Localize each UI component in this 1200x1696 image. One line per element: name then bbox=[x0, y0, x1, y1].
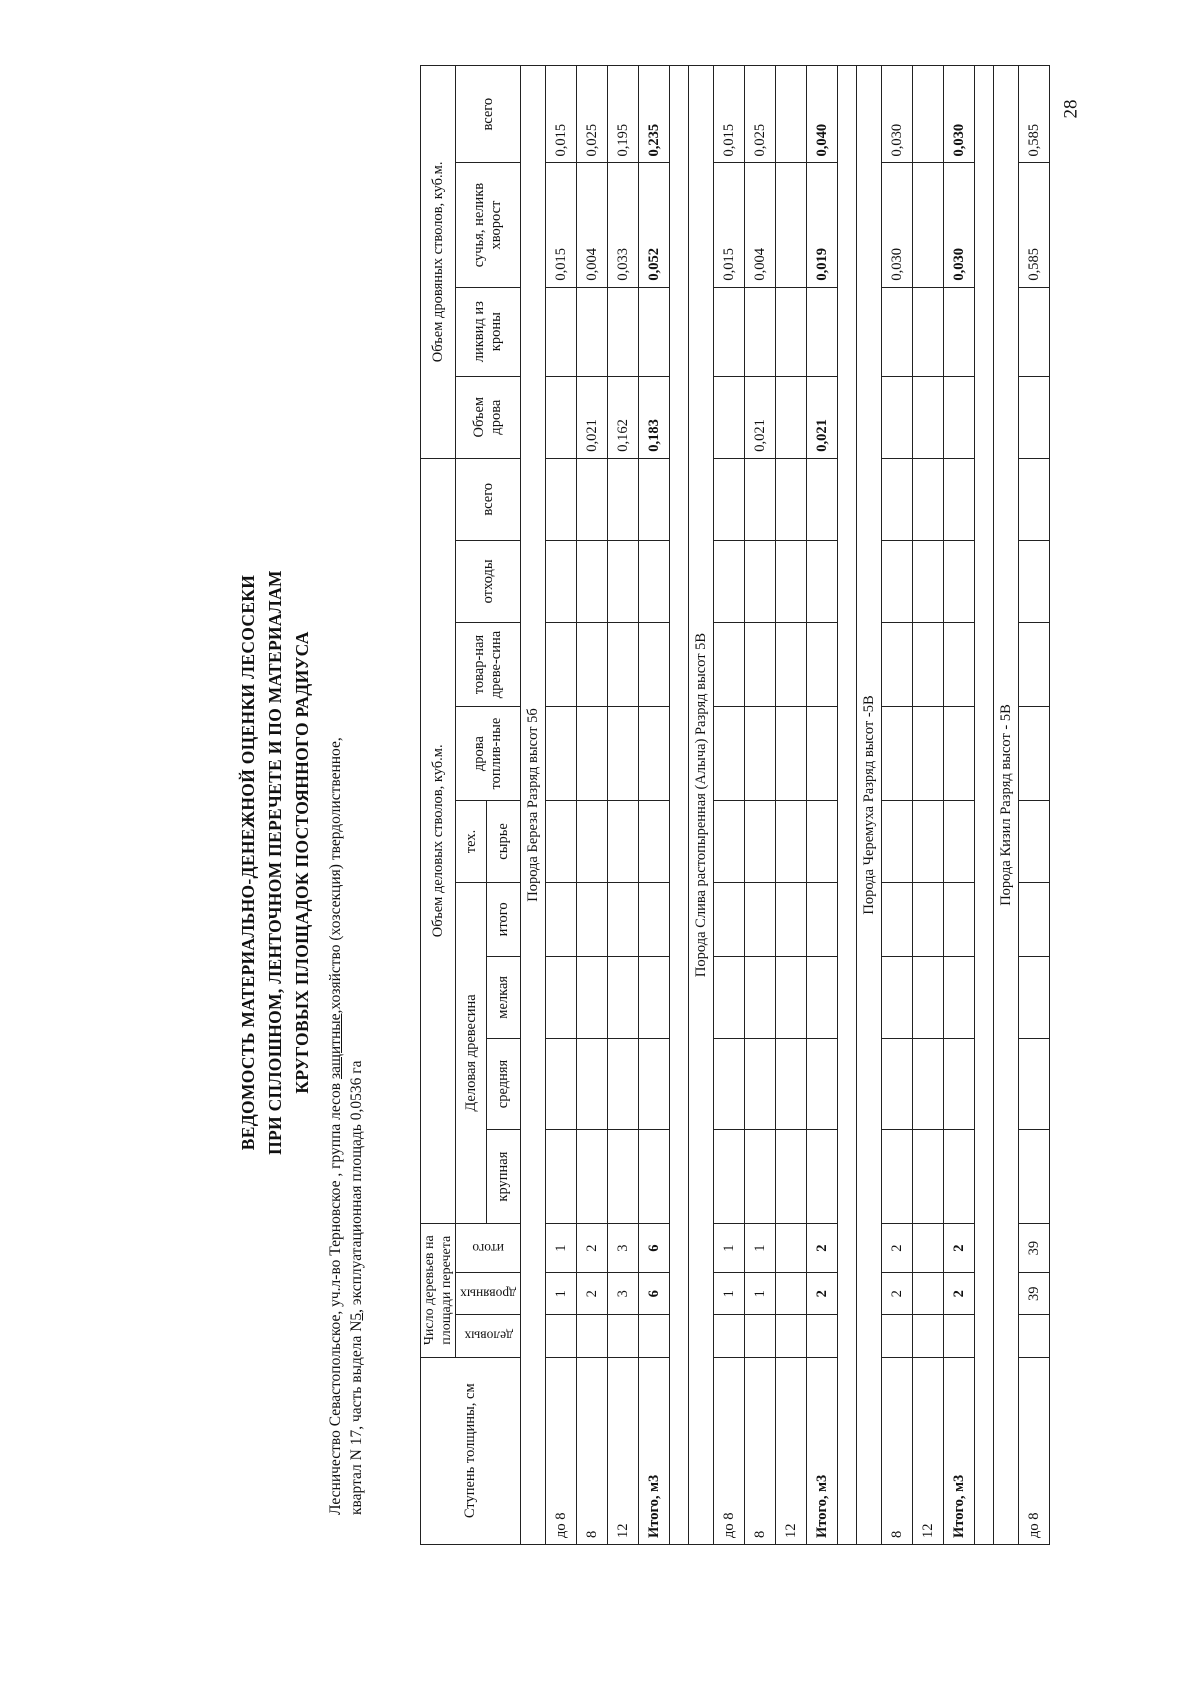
total-row bbox=[807, 66, 838, 1545]
cell-count-total: 3 bbox=[608, 1223, 639, 1272]
cell-branches: 0,052 bbox=[639, 163, 670, 287]
cell-fuel-total: 0,235 bbox=[639, 66, 670, 163]
table-body bbox=[521, 66, 1050, 1545]
cell-empty bbox=[944, 622, 975, 706]
cell-empty bbox=[944, 1130, 975, 1224]
valuation-table bbox=[420, 65, 1050, 1545]
cell-commercial-count bbox=[913, 1315, 944, 1357]
cell-commercial-count bbox=[608, 1315, 639, 1357]
cell-commercial-count bbox=[714, 1315, 745, 1357]
cell-step: до 8 bbox=[546, 1357, 577, 1544]
cell-empty bbox=[608, 956, 639, 1038]
cell-count-total: 1 bbox=[714, 1223, 745, 1272]
cell-empty bbox=[882, 540, 913, 622]
cell-empty bbox=[577, 956, 608, 1038]
cell-empty bbox=[714, 707, 745, 801]
cell-count-total: 39 bbox=[1019, 1223, 1050, 1272]
cell-empty bbox=[608, 1038, 639, 1129]
cell-commercial-count bbox=[807, 1315, 838, 1357]
cell-count-total bbox=[913, 1223, 944, 1272]
cell-fuel-count: 1 bbox=[745, 1273, 776, 1315]
cell-empty bbox=[913, 1038, 944, 1129]
cell-branches bbox=[776, 163, 807, 287]
cell-empty bbox=[608, 882, 639, 956]
cell-count-total: 2 bbox=[807, 1223, 838, 1272]
cell-empty bbox=[913, 800, 944, 882]
cell-empty bbox=[807, 800, 838, 882]
cell-fuel-count: 2 bbox=[944, 1273, 975, 1315]
cell-empty bbox=[1019, 1130, 1050, 1224]
cell-branches: 0,004 bbox=[577, 163, 608, 287]
cell-branches: 0,585 bbox=[1019, 163, 1050, 287]
cell-count-total: 2 bbox=[577, 1223, 608, 1272]
cell-empty bbox=[807, 956, 838, 1038]
cell-commercial-count bbox=[1019, 1315, 1050, 1357]
header-raw: сырье bbox=[487, 800, 521, 882]
header-large: крупная bbox=[487, 1130, 521, 1224]
cell-fuel-total: 0,015 bbox=[546, 66, 577, 163]
cell-empty bbox=[1019, 540, 1050, 622]
cell-fuel-wood-volume bbox=[882, 376, 913, 458]
cell-fuel-total bbox=[776, 66, 807, 163]
cell-step: Итого, м3 bbox=[639, 1357, 670, 1544]
cell-empty bbox=[577, 882, 608, 956]
cell-empty bbox=[608, 622, 639, 706]
header-tech: тех. bbox=[456, 800, 487, 882]
cell-fuel-count: 1 bbox=[546, 1273, 577, 1315]
cell-empty bbox=[577, 540, 608, 622]
cell-empty bbox=[639, 1130, 670, 1224]
cell-empty bbox=[745, 458, 776, 540]
header-commercial-count: деловых bbox=[456, 1315, 521, 1357]
header-count-total: итого bbox=[456, 1223, 521, 1272]
cell-empty bbox=[913, 1130, 944, 1224]
cell-crown-liquid bbox=[882, 287, 913, 376]
document-title bbox=[235, 120, 316, 1605]
cell-empty bbox=[776, 956, 807, 1038]
cell-empty bbox=[639, 800, 670, 882]
cell-fuel-wood-volume: 0,021 bbox=[577, 376, 608, 458]
cell-empty bbox=[807, 540, 838, 622]
cell-crown-liquid bbox=[1019, 287, 1050, 376]
cell-fuel-count: 39 bbox=[1019, 1273, 1050, 1315]
header-crown-liquid: ликвид из кроны bbox=[456, 287, 521, 376]
info-line-1 bbox=[325, 737, 346, 1605]
spacer-cell bbox=[975, 66, 994, 1545]
cell-count-total: 2 bbox=[944, 1223, 975, 1272]
cell-empty bbox=[546, 956, 577, 1038]
cell-empty bbox=[546, 800, 577, 882]
cell-empty bbox=[944, 882, 975, 956]
table-row bbox=[776, 66, 807, 1545]
cell-empty bbox=[577, 800, 608, 882]
cell-empty bbox=[807, 1130, 838, 1224]
cell-branches: 0,030 bbox=[944, 163, 975, 287]
species-section-row bbox=[857, 66, 882, 1545]
cell-empty bbox=[1019, 956, 1050, 1038]
info-forestry: Лесничество Севастопольское, уч.л-во Терновское , группа лесов bbox=[327, 1079, 344, 1515]
cell-fuel-total: 0,195 bbox=[608, 66, 639, 163]
cell-count-total: 2 bbox=[882, 1223, 913, 1272]
cell-crown-liquid bbox=[577, 287, 608, 376]
cell-branches: 0,030 bbox=[882, 163, 913, 287]
header-marketable: товар-ная древе-сина bbox=[456, 622, 521, 706]
table-row bbox=[1019, 66, 1050, 1545]
header-fuel-count: дровяных bbox=[456, 1273, 521, 1315]
cell-fuel-total: 0,030 bbox=[944, 66, 975, 163]
cell-empty bbox=[745, 800, 776, 882]
cell-empty bbox=[745, 1038, 776, 1129]
cell-crown-liquid bbox=[608, 287, 639, 376]
header-fuel-volume: Объем дровяных стволов, куб.м. bbox=[421, 66, 456, 459]
cell-empty bbox=[714, 956, 745, 1038]
cell-step: до 8 bbox=[714, 1357, 745, 1544]
document-header bbox=[235, 120, 420, 1605]
header-commercial-wood: Деловая древесина bbox=[456, 882, 487, 1223]
cell-step: 8 bbox=[745, 1357, 776, 1544]
title-line-1: ВЕДОМОСТЬ МАТЕРИАЛЬНО-ДЕНЕЖНОЙ ОЦЕНКИ ЛЕСОСЕКИ bbox=[238, 574, 258, 1151]
cell-empty bbox=[944, 1038, 975, 1129]
cell-empty bbox=[639, 458, 670, 540]
species-label: Порода Черемуха Разряд высот -5В bbox=[857, 66, 882, 1545]
cell-empty bbox=[714, 458, 745, 540]
cell-fuel-total: 0,040 bbox=[807, 66, 838, 163]
cell-empty bbox=[882, 956, 913, 1038]
cell-empty bbox=[1019, 458, 1050, 540]
header-fuel-total: всего bbox=[456, 66, 521, 163]
cell-empty bbox=[608, 540, 639, 622]
cell-empty bbox=[745, 622, 776, 706]
cell-empty bbox=[913, 707, 944, 801]
cell-empty bbox=[608, 458, 639, 540]
cell-commercial-count bbox=[546, 1315, 577, 1357]
cell-fuel-wood-volume: 0,183 bbox=[639, 376, 670, 458]
page-number: 28 bbox=[1060, 99, 1082, 119]
cell-empty bbox=[882, 800, 913, 882]
cell-fuel-count: 3 bbox=[608, 1273, 639, 1315]
header-subtotal: итого bbox=[487, 882, 521, 956]
table-row bbox=[608, 66, 639, 1545]
species-label: Порода Кизил Разряд высот - 5В bbox=[994, 66, 1019, 1545]
cell-fuel-wood-volume bbox=[546, 376, 577, 458]
cell-fuel-total: 0,025 bbox=[745, 66, 776, 163]
cell-empty bbox=[807, 622, 838, 706]
cell-empty bbox=[639, 622, 670, 706]
total-row bbox=[639, 66, 670, 1545]
cell-empty bbox=[913, 540, 944, 622]
cell-empty bbox=[944, 956, 975, 1038]
header-branches: сучья, неликв хворост bbox=[456, 163, 521, 287]
cell-fuel-count: 2 bbox=[882, 1273, 913, 1315]
cell-fuel-count: 6 bbox=[639, 1273, 670, 1315]
cell-branches: 0,004 bbox=[745, 163, 776, 287]
cell-empty bbox=[913, 458, 944, 540]
info-plot-number: 5 bbox=[348, 1312, 365, 1321]
cell-fuel-wood-volume: 0,021 bbox=[745, 376, 776, 458]
cell-fuel-count: 2 bbox=[807, 1273, 838, 1315]
cell-empty bbox=[745, 1130, 776, 1224]
cell-empty bbox=[608, 800, 639, 882]
cell-empty bbox=[745, 882, 776, 956]
cell-empty bbox=[776, 540, 807, 622]
cell-branches: 0,015 bbox=[546, 163, 577, 287]
cell-fuel-wood-volume bbox=[776, 376, 807, 458]
cell-commercial-count bbox=[639, 1315, 670, 1357]
species-section-row bbox=[994, 66, 1019, 1545]
spacer-row bbox=[975, 66, 994, 1545]
cell-fuel-count bbox=[913, 1273, 944, 1315]
cell-empty bbox=[577, 622, 608, 706]
cell-fuel-total bbox=[913, 66, 944, 163]
rotated-document bbox=[235, 97, 1055, 1605]
cell-empty bbox=[882, 622, 913, 706]
cell-crown-liquid bbox=[913, 287, 944, 376]
table-row bbox=[913, 66, 944, 1545]
cell-empty bbox=[913, 882, 944, 956]
cell-count-total bbox=[776, 1223, 807, 1272]
cell-empty bbox=[913, 622, 944, 706]
info-forest-group: защитные bbox=[327, 1013, 344, 1080]
cell-empty bbox=[776, 882, 807, 956]
cell-crown-liquid bbox=[546, 287, 577, 376]
cell-empty bbox=[714, 540, 745, 622]
cell-fuel-wood-volume bbox=[1019, 376, 1050, 458]
cell-empty bbox=[714, 800, 745, 882]
cell-empty bbox=[745, 956, 776, 1038]
cell-fuel-total: 0,585 bbox=[1019, 66, 1050, 163]
cell-fuel-total: 0,030 bbox=[882, 66, 913, 163]
cell-empty bbox=[577, 1130, 608, 1224]
cell-empty bbox=[546, 882, 577, 956]
cell-step: 12 bbox=[608, 1357, 639, 1544]
total-row bbox=[944, 66, 975, 1545]
cell-empty bbox=[944, 707, 975, 801]
title-line-2: ПРИ СПЛОШНОМ, ЛЕНТОЧНОМ ПЕРЕЧЕТЕ И ПО МАТЕРИАЛАМ bbox=[265, 570, 285, 1155]
cell-empty bbox=[546, 1130, 577, 1224]
header-commercial-total: всего bbox=[456, 458, 521, 540]
cell-crown-liquid bbox=[714, 287, 745, 376]
cell-empty bbox=[776, 1130, 807, 1224]
spacer-row bbox=[838, 66, 857, 1545]
header-step: Ступень толщины, см bbox=[421, 1357, 521, 1544]
cell-empty bbox=[608, 1130, 639, 1224]
cell-empty bbox=[577, 707, 608, 801]
cell-commercial-count bbox=[745, 1315, 776, 1357]
cell-empty bbox=[776, 800, 807, 882]
header-waste: отходы bbox=[456, 540, 521, 622]
header-fuel-wood: дрова топлив-ные bbox=[456, 707, 521, 801]
cell-empty bbox=[546, 1038, 577, 1129]
title-line-3: КРУГОВЫХ ПЛОЩАДОК ПОСТОЯННОГО РАДИУСА bbox=[292, 631, 312, 1094]
cell-crown-liquid bbox=[776, 287, 807, 376]
cell-branches bbox=[913, 163, 944, 287]
info-economy: ,хозяйство (хозсекция) твердолиственное, bbox=[327, 737, 344, 1014]
cell-empty bbox=[546, 458, 577, 540]
cell-step: Итого, м3 bbox=[807, 1357, 838, 1544]
cell-fuel-wood-volume bbox=[913, 376, 944, 458]
cell-empty bbox=[882, 1130, 913, 1224]
table-row bbox=[714, 66, 745, 1545]
info-area: , эксплуатационная площадь 0,0536 га bbox=[348, 1060, 365, 1313]
spacer-cell bbox=[838, 66, 857, 1545]
species-section-row bbox=[521, 66, 546, 1545]
info-line-2 bbox=[346, 737, 367, 1605]
cell-fuel-wood-volume bbox=[944, 376, 975, 458]
species-label: Порода Слива растопыренная (Алыча) Разряд высот 5В bbox=[689, 66, 714, 1545]
spacer-cell bbox=[670, 66, 689, 1545]
cell-empty bbox=[776, 622, 807, 706]
cell-empty bbox=[577, 1038, 608, 1129]
header-small: мелкая bbox=[487, 956, 521, 1038]
cell-crown-liquid bbox=[745, 287, 776, 376]
cell-empty bbox=[776, 707, 807, 801]
cell-empty bbox=[714, 1038, 745, 1129]
cell-empty bbox=[639, 1038, 670, 1129]
cell-empty bbox=[714, 882, 745, 956]
cell-crown-liquid bbox=[944, 287, 975, 376]
cell-commercial-count bbox=[776, 1315, 807, 1357]
cell-empty bbox=[1019, 622, 1050, 706]
cell-empty bbox=[577, 458, 608, 540]
cell-step: 8 bbox=[577, 1357, 608, 1544]
cell-empty bbox=[1019, 1038, 1050, 1129]
cell-empty bbox=[882, 458, 913, 540]
cell-step: 8 bbox=[882, 1357, 913, 1544]
cell-empty bbox=[639, 882, 670, 956]
cell-fuel-wood-volume: 0,021 bbox=[807, 376, 838, 458]
cell-fuel-count bbox=[776, 1273, 807, 1315]
cell-empty bbox=[639, 540, 670, 622]
location-info bbox=[325, 737, 367, 1605]
cell-empty bbox=[882, 882, 913, 956]
cell-empty bbox=[807, 882, 838, 956]
cell-empty bbox=[639, 956, 670, 1038]
cell-step: 12 bbox=[913, 1357, 944, 1544]
header-medium: средняя bbox=[487, 1038, 521, 1129]
cell-branches: 0,015 bbox=[714, 163, 745, 287]
cell-count-total: 6 bbox=[639, 1223, 670, 1272]
table-row bbox=[882, 66, 913, 1545]
cell-empty bbox=[745, 540, 776, 622]
cell-fuel-total: 0,025 bbox=[577, 66, 608, 163]
cell-crown-liquid bbox=[807, 287, 838, 376]
cell-fuel-total: 0,015 bbox=[714, 66, 745, 163]
cell-empty bbox=[776, 458, 807, 540]
cell-empty bbox=[608, 707, 639, 801]
header-commercial-volume: Объем деловых стволов, куб.м. bbox=[421, 458, 456, 1223]
cell-branches: 0,033 bbox=[608, 163, 639, 287]
cell-empty bbox=[546, 707, 577, 801]
cell-empty bbox=[776, 1038, 807, 1129]
cell-empty bbox=[882, 1038, 913, 1129]
cell-empty bbox=[546, 622, 577, 706]
cell-empty bbox=[944, 540, 975, 622]
header-tree-count: Число деревьев на площади перечета bbox=[421, 1223, 456, 1357]
cell-crown-liquid bbox=[639, 287, 670, 376]
cell-commercial-count bbox=[882, 1315, 913, 1357]
cell-empty bbox=[714, 622, 745, 706]
cell-fuel-count: 1 bbox=[714, 1273, 745, 1315]
cell-empty bbox=[882, 707, 913, 801]
cell-count-total: 1 bbox=[745, 1223, 776, 1272]
cell-empty bbox=[1019, 707, 1050, 801]
cell-empty bbox=[1019, 800, 1050, 882]
table-row bbox=[745, 66, 776, 1545]
cell-empty bbox=[913, 956, 944, 1038]
species-section-row bbox=[689, 66, 714, 1545]
cell-empty bbox=[714, 1130, 745, 1224]
info-quarter: квартал N 17, часть выдела N bbox=[348, 1320, 365, 1515]
cell-step: 12 bbox=[776, 1357, 807, 1544]
cell-step: Итого, м3 bbox=[944, 1357, 975, 1544]
cell-fuel-wood-volume bbox=[714, 376, 745, 458]
cell-empty bbox=[639, 707, 670, 801]
cell-count-total: 1 bbox=[546, 1223, 577, 1272]
header-fuel-wood-volume: Объем дрова bbox=[456, 376, 521, 458]
cell-empty bbox=[807, 1038, 838, 1129]
cell-empty bbox=[944, 800, 975, 882]
species-label: Порода Береза Разряд высот 5б bbox=[521, 66, 546, 1545]
cell-empty bbox=[807, 458, 838, 540]
cell-empty bbox=[745, 707, 776, 801]
cell-step: до 8 bbox=[1019, 1357, 1050, 1544]
cell-empty bbox=[546, 540, 577, 622]
spacer-row bbox=[670, 66, 689, 1545]
cell-fuel-count: 2 bbox=[577, 1273, 608, 1315]
cell-empty bbox=[944, 458, 975, 540]
cell-commercial-count bbox=[577, 1315, 608, 1357]
cell-fuel-wood-volume: 0,162 bbox=[608, 376, 639, 458]
table-row bbox=[546, 66, 577, 1545]
cell-branches: 0,019 bbox=[807, 163, 838, 287]
table-row bbox=[577, 66, 608, 1545]
cell-empty bbox=[807, 707, 838, 801]
cell-commercial-count bbox=[944, 1315, 975, 1357]
cell-empty bbox=[1019, 882, 1050, 956]
